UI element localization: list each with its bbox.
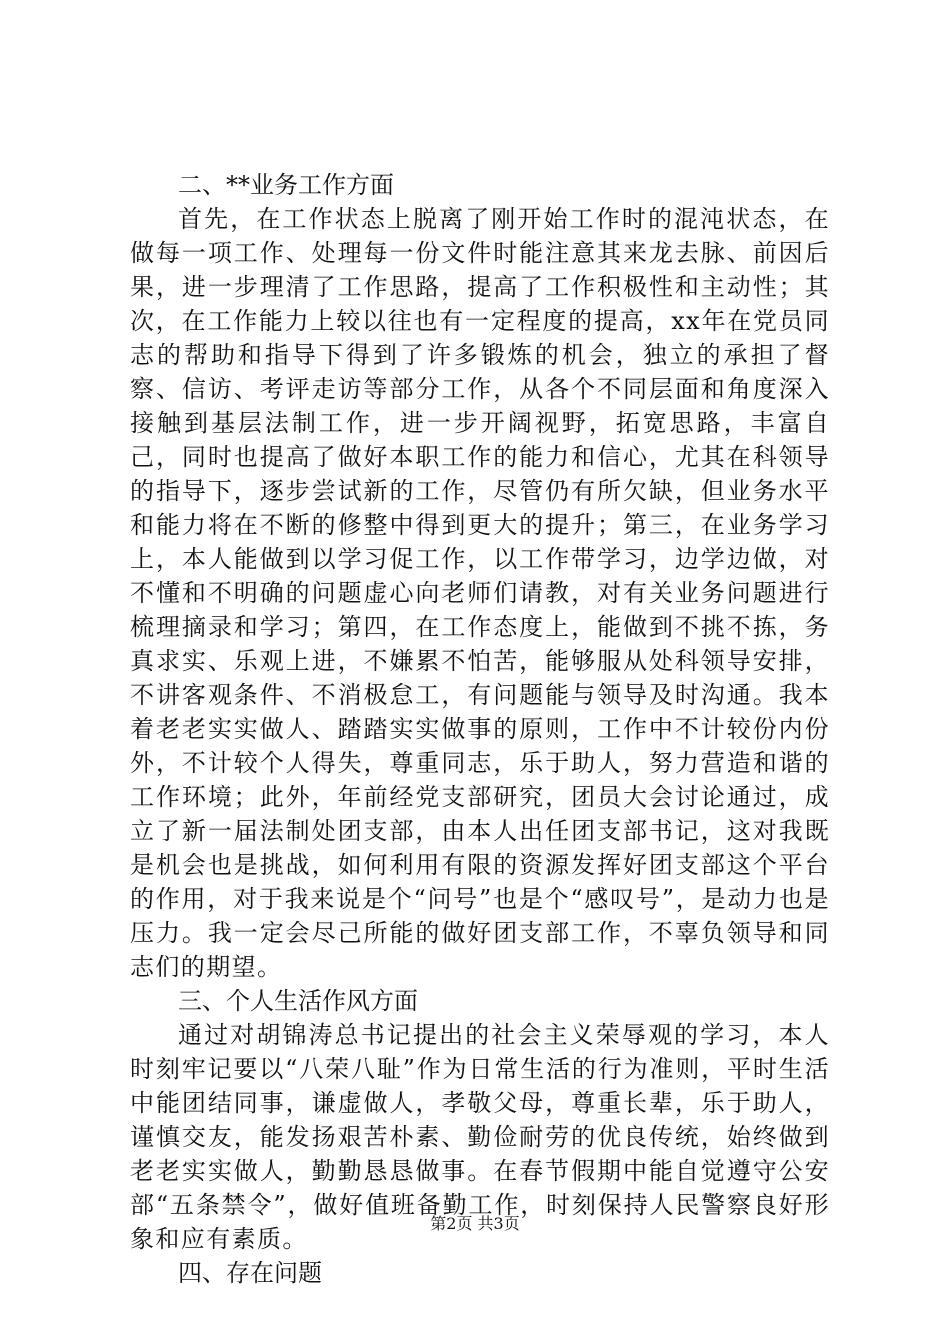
paragraph-business-work: 首先，在工作状态上脱离了刚开始工作时的混沌状态，在做每一项工作、处理每一份文件时能注意其来龙去脉、前因后果，进一步理清了工作思路，提高了工作积极性和主动性；其次，在工作能力上较以往也有一定程度的提高，xx年在党员同志的帮助和指导下得到了许多锻炼的机会，独立的承担了督察、信访、考评走访等部分工作，从各个不同层面和角度深入接触到基层法制工作，进一步开阔视野，拓宽思路，丰富自己，同时也提高了做好本职工作的能力和信心，尤其在科领导的指导下，逐步尝试新的工作，尽管仍有所欠缺，但业务水平和能力将在不断的修整中得到更大的提升；第三，在业务学习上，本人能做到以学习促工作，以工作带学习，边学边做，对不懂和不明确的问题虚心向老师们请教，对有关业务问题进行梳理摘录和学习；第四，在工作态度上，能做到不挑不拣，务真求实、乐观上进，不嫌累不怕苦，能够服从处科领导安排，不讲客观条件、不消极怠工，有问题能与领导及时沟通。我本着老老实实做人、踏踏实实做事的原则，工作中不计较份内份外，不计较个人得失，尊重同志，乐于助人，努力营造和谐的工作环境；此外，年前经党支部研究，团员大会讨论通过，成立了新一届法制处团支部，由本人出任团支部书记，这对我既是机会也是挑战，如何利用有限的资源发挥好团支部这个平台的作用，对于我来说是个“问号”也是个“感叹号”，是动力也是压力。我一定会尽己所能的做好团支部工作，不辜负领导和同志们的期望。	[130, 205, 830, 981]
section-heading-personal-conduct: 三、个人生活作风方面	[178, 987, 418, 1015]
page-number-footer: 第2页 共3页	[430, 1214, 520, 1233]
section-heading-business-work: 二、**业务工作方面	[178, 171, 394, 199]
section-heading-existing-problems: 四、存在问题	[178, 1259, 322, 1287]
paragraph-personal-conduct: 通过对胡锦涛总书记提出的社会主义荣辱观的学习，本人时刻牢记要以“八荣八耻”作为日常生活的行为准则，平时生活中能团结同事，谦虚做人，孝敬父母，尊重长辈，乐于助人，谨慎交友，能发扬艰苦朴素、勤俭耐劳的优良传统，始终做到老老实实做人，勤勤恳恳做事。在春节假期中能自觉遵守公安部“五条禁令”，做好值班备勤工作，时刻保持人民警察良好形象和应有素质。	[130, 1021, 830, 1253]
document-body	[130, 168, 830, 1290]
